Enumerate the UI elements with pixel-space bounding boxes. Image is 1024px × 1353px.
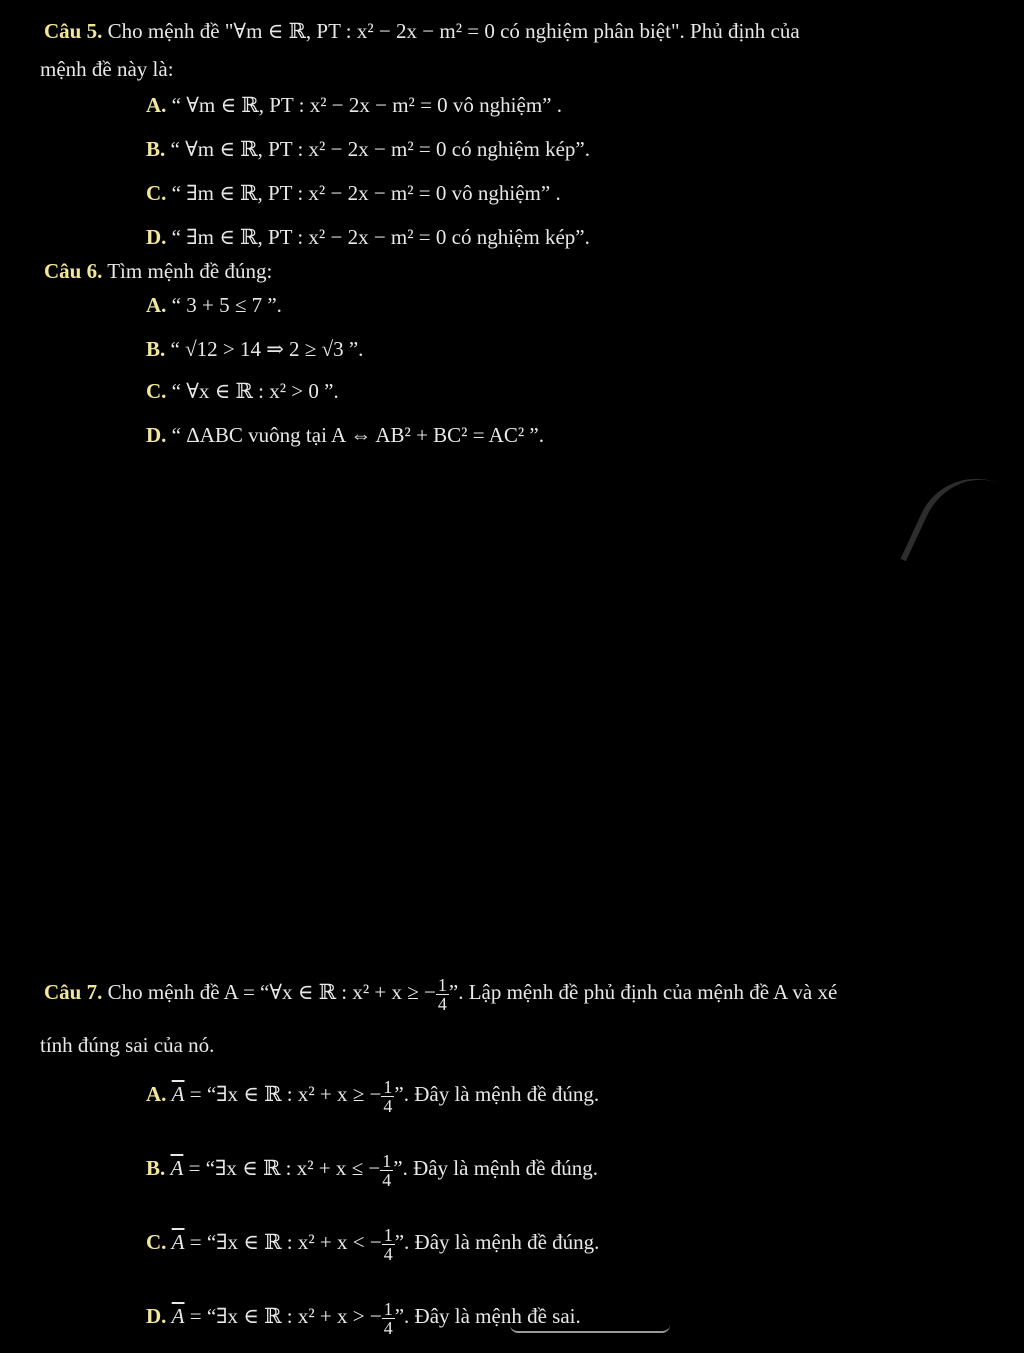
q6-stem: Tìm mệnh đề đúng: [107, 259, 273, 283]
q7-option-a [146, 1072, 599, 1116]
option-key: B. [146, 337, 166, 361]
fraction-numerator: 1 [383, 1076, 393, 1097]
option-post: ”. Đây là mệnh đề đúng. [394, 1082, 600, 1106]
option-text: “ ∀x ∈ ℝ : x² > 0 ”. [171, 379, 339, 403]
option-post: ”. Đây là mệnh đề đúng. [393, 1156, 598, 1180]
option-pre: = “∃x ∈ ℝ : x² + x < − [189, 1230, 382, 1254]
option-text: “ √12 > 14 ⇒ 2 ≥ √3 ”. [170, 337, 364, 361]
q7-label: Câu 7. [44, 980, 103, 1004]
option-key: C. [146, 1230, 167, 1254]
fraction [381, 1078, 394, 1115]
fraction [382, 1226, 395, 1263]
fraction-denominator: 4 [383, 1095, 393, 1116]
option-pre: = “∃x ∈ ℝ : x² + x > − [189, 1304, 382, 1328]
fraction-denominator: 4 [382, 1169, 392, 1190]
option-key: D. [146, 225, 167, 249]
pen-underline-mark [510, 1325, 670, 1333]
option-key: D. [146, 1304, 167, 1328]
fraction-denominator: 4 [383, 1243, 393, 1264]
option-text: “ ∃m ∈ ℝ, PT : x² − 2x − m² = 0 có nghiệm kép”. [171, 225, 590, 249]
option-post: ”. Đây là mệnh đề sai. [394, 1304, 581, 1328]
q5-option-b [146, 136, 590, 162]
fraction [380, 1152, 393, 1189]
fraction [436, 976, 449, 1013]
option-text: “ ∃m ∈ ℝ, PT : x² − 2x − m² = 0 vô nghiệm” . [171, 181, 561, 205]
q6-option-a [146, 292, 282, 318]
q5-option-a [146, 92, 562, 118]
option-key: A. [146, 93, 167, 117]
screen-glare [900, 459, 1015, 591]
a-bar: $\overline{A}$ [171, 1304, 185, 1328]
q6-label: Câu 6. [44, 259, 103, 283]
option-key: C. [146, 379, 167, 403]
option-pre: = “∃x ∈ ℝ : x² + x ≥ − [189, 1082, 382, 1106]
option-text: “ ∀m ∈ ℝ, PT : x² − 2x − m² = 0 vô nghiệm” . [171, 93, 562, 117]
a-bar: $\overline{A}$ [171, 1230, 185, 1254]
q7-stem-post: ”. Lập mệnh đề phủ định của mệnh đề A và xé [448, 980, 838, 1004]
fraction-numerator: 1 [382, 1150, 392, 1171]
fraction-numerator: 1 [383, 1298, 393, 1319]
q5-stem-line-2: mệnh đề này là: [40, 57, 174, 81]
q5-stem-line-1 [44, 18, 800, 44]
a-bar: $\overline{A}$ [171, 1082, 185, 1106]
fraction-numerator: 1 [383, 1224, 393, 1245]
option-post: ”. Đây là mệnh đề đúng. [394, 1230, 600, 1254]
option-key: B. [146, 137, 166, 161]
fraction-denominator: 4 [437, 993, 447, 1014]
q6-option-d [146, 422, 544, 448]
q7-stem-line-2: tính đúng sai của nó. [40, 1033, 215, 1057]
option-key: A. [146, 1082, 167, 1106]
q6-option-c [146, 378, 339, 404]
option-pre: = “∃x ∈ ℝ : x² + x ≤ − [188, 1156, 381, 1180]
q7-option-c [146, 1220, 599, 1264]
q7-stem-line-1 [44, 970, 837, 1014]
option-key: C. [146, 181, 167, 205]
q7-stem-pre: Cho mệnh đề A = “∀x ∈ ℝ : x² + x ≥ − [107, 980, 436, 1004]
q5-option-c [146, 180, 561, 206]
fraction [382, 1300, 395, 1337]
q7-option-b [146, 1146, 598, 1190]
option-text: “ ΔABC vuông tại A ⇔ AB² + BC² = AC² ”. [171, 423, 544, 447]
option-text: “ 3 + 5 ≤ 7 ”. [171, 293, 282, 317]
q5-label: Câu 5. [44, 19, 103, 43]
option-text: “ ∀m ∈ ℝ, PT : x² − 2x − m² = 0 có nghiệm kép”. [170, 137, 590, 161]
option-key: A. [146, 293, 167, 317]
option-key: B. [146, 1156, 166, 1180]
q6-option-b [146, 336, 363, 362]
a-bar: $\overline{A}$ [170, 1156, 184, 1180]
q6-stem-line [44, 258, 272, 284]
q5-option-d [146, 224, 590, 250]
option-key: D. [146, 423, 167, 447]
fraction-numerator: 1 [437, 974, 447, 995]
q5-stem-1: Cho mệnh đề "∀m ∈ ℝ, PT : x² − 2x − m² = 0 có nghiệm phân biệt". Phủ định của [107, 19, 800, 43]
fraction-denominator: 4 [383, 1317, 393, 1338]
